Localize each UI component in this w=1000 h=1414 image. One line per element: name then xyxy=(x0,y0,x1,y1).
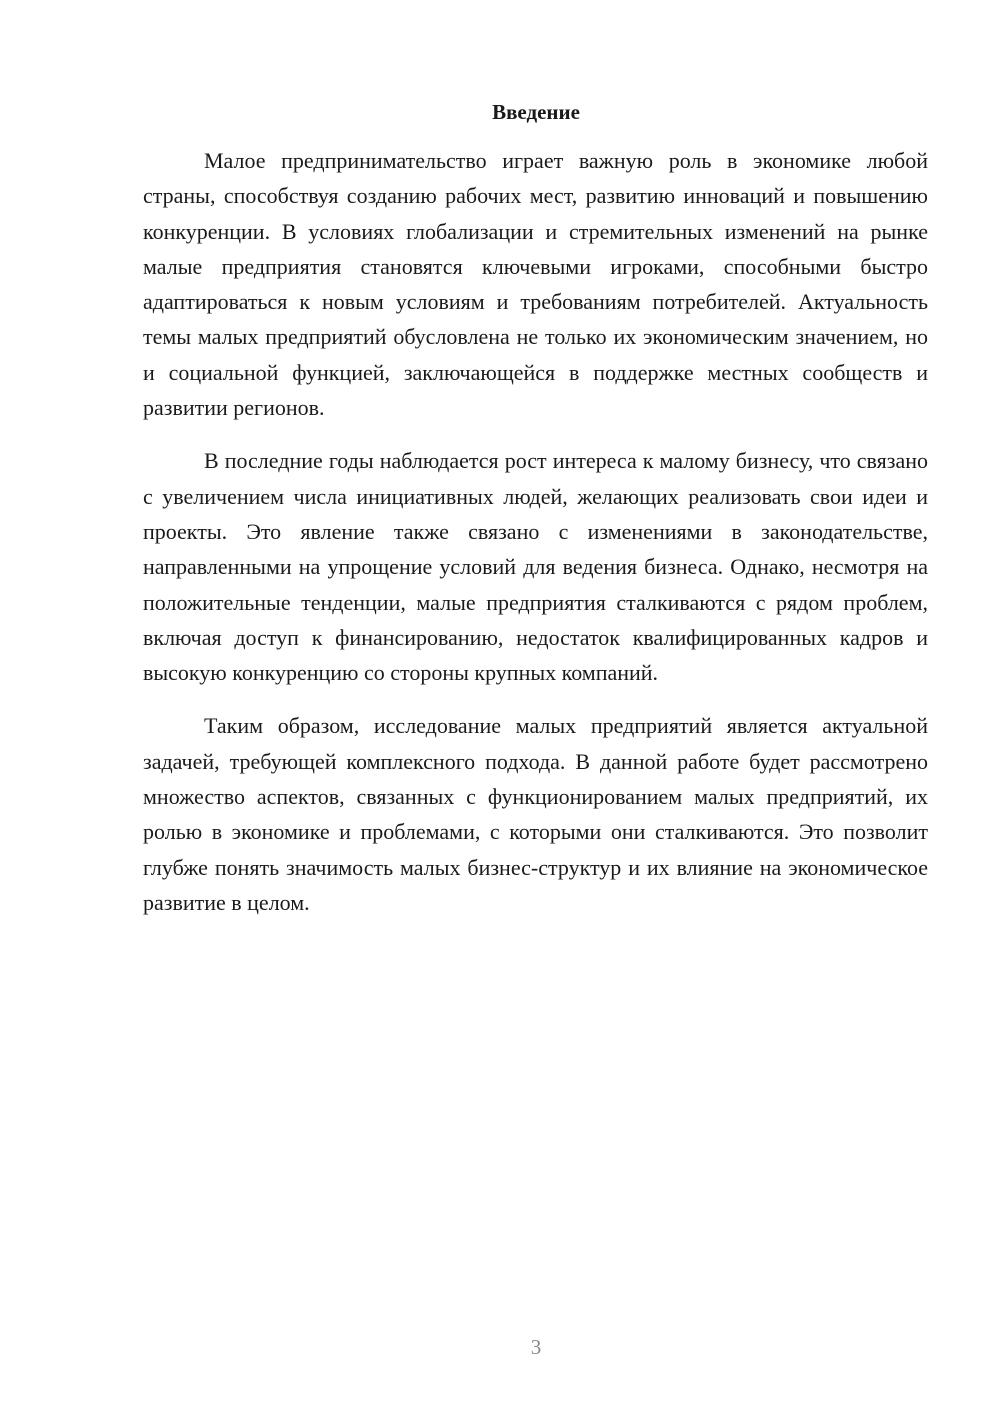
section-heading: Введение xyxy=(492,100,580,124)
paragraph-1: Малое предпринимательство играет важную роль в экономике любой страны, способствуя созданию рабочих мест, развитию инноваций и повышению конкуренции. В условиях глобализации и стремительных изменений на рынке малые предприятия становятся ключевыми игроками, способными быстро адаптироваться к новым условиям и требованиям потребителей. Актуальность темы малых предприятий обусловлена не только их экономическим значением, но и социальной функцией, заключающейся в поддержке местных сообществ и развитии регионов. xyxy=(143,148,928,421)
page-number: 3 xyxy=(530,1335,542,1359)
body-text xyxy=(143,143,928,938)
paragraph-2: В последние годы наблюдается рост интереса к малому бизнесу, что связано с увеличением числа инициативных людей, желающих реализовать свои идеи и проекты. Это явление также связано с изменениями в законодательстве, направленными на упрощение условий для ведения бизнеса. Однако, несмотря на положительные тенденции, малые предприятия сталкиваются с рядом проблем, включая доступ к финансированию, недостаток квалифицированных кадров и высокую конкуренцию со стороны крупных компаний. xyxy=(143,448,928,686)
paragraph-3: Таким образом, исследование малых предприятий является актуальной задачей, требующей комплексного подхода. В данной работе будет рассмотрено множество аспектов, связанных с функционированием малых предприятий, их ролью в экономике и проблемами, с которыми они сталкиваются. Это позволит глубже понять значимость малых бизнес-структур и их влияние на экономическое развитие в целом. xyxy=(143,713,928,915)
